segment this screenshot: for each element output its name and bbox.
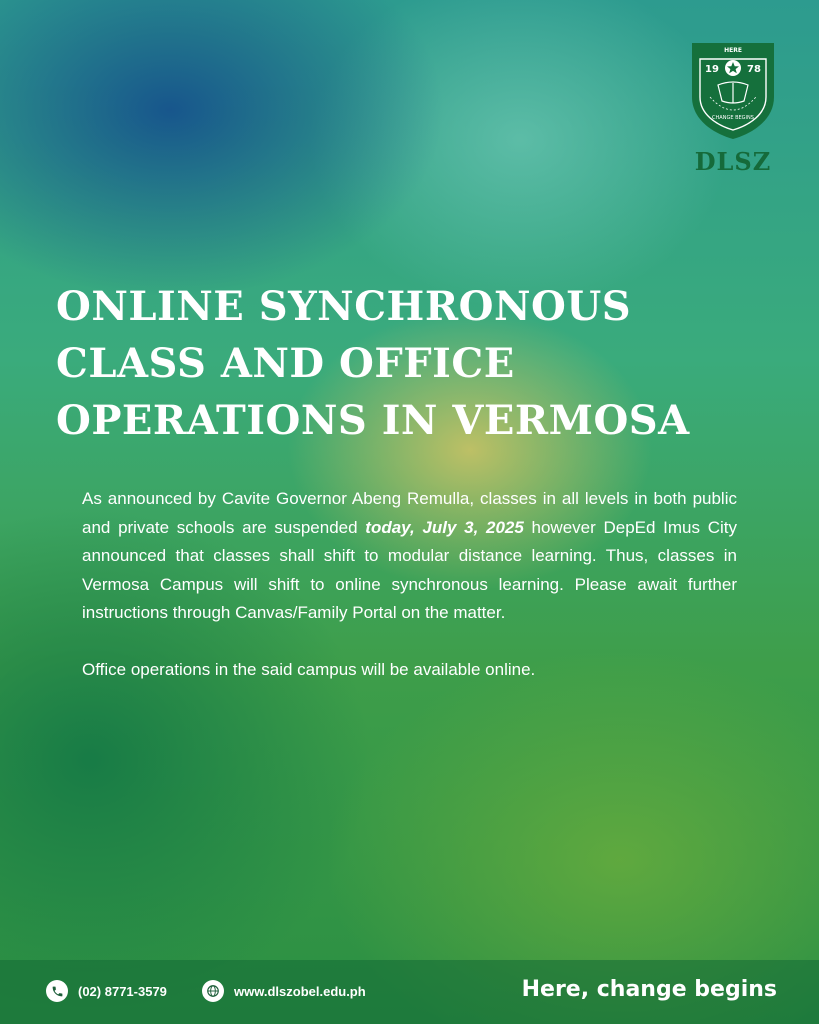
logo-wordmark: DLSZ — [694, 147, 772, 176]
website-link[interactable]: www.dlszobel.edu.ph — [234, 983, 366, 999]
logo-arc-text: CHANGE BEGINS — [712, 115, 754, 121]
logo-year-right: 78 — [747, 64, 761, 75]
announcement-body — [82, 485, 737, 684]
school-logo — [688, 39, 778, 176]
paragraph-text-start: As announced by Cavite Governor Abeng Remulla, classes in all levels in both public and private schools are suspended — [82, 489, 737, 537]
logo-year-left: 19 — [705, 64, 719, 75]
website-contact — [202, 980, 366, 1002]
shield-crest-icon — [688, 39, 778, 141]
page-title: ONLINE SYNCHRONOUS CLASS AND OFFICE OPERATIONS IN VERMOSA — [56, 283, 690, 444]
footer-bar — [0, 960, 819, 1024]
phone-number: (02) 8771-3579 — [78, 983, 167, 999]
office-operations-paragraph: Office operations in the said campus will be available online. — [82, 659, 536, 679]
phone-icon — [46, 980, 68, 1002]
globe-icon — [202, 980, 224, 1002]
tagline: Here, change begins — [521, 977, 777, 1002]
paragraph-text-end: however DepEd Imus City announced that classes shall shift to modular distance learning. Thus, classes in Vermosa Campus will shift to online synchronous learning. Please await further instructions through Canvas/Family Portal on the matter. — [82, 517, 737, 622]
logo-top-text: HERE — [724, 47, 742, 54]
emphasized-date: today, July 3, 2025 — [365, 517, 524, 537]
announcement-paragraph — [82, 485, 737, 628]
phone-contact — [46, 980, 167, 1002]
